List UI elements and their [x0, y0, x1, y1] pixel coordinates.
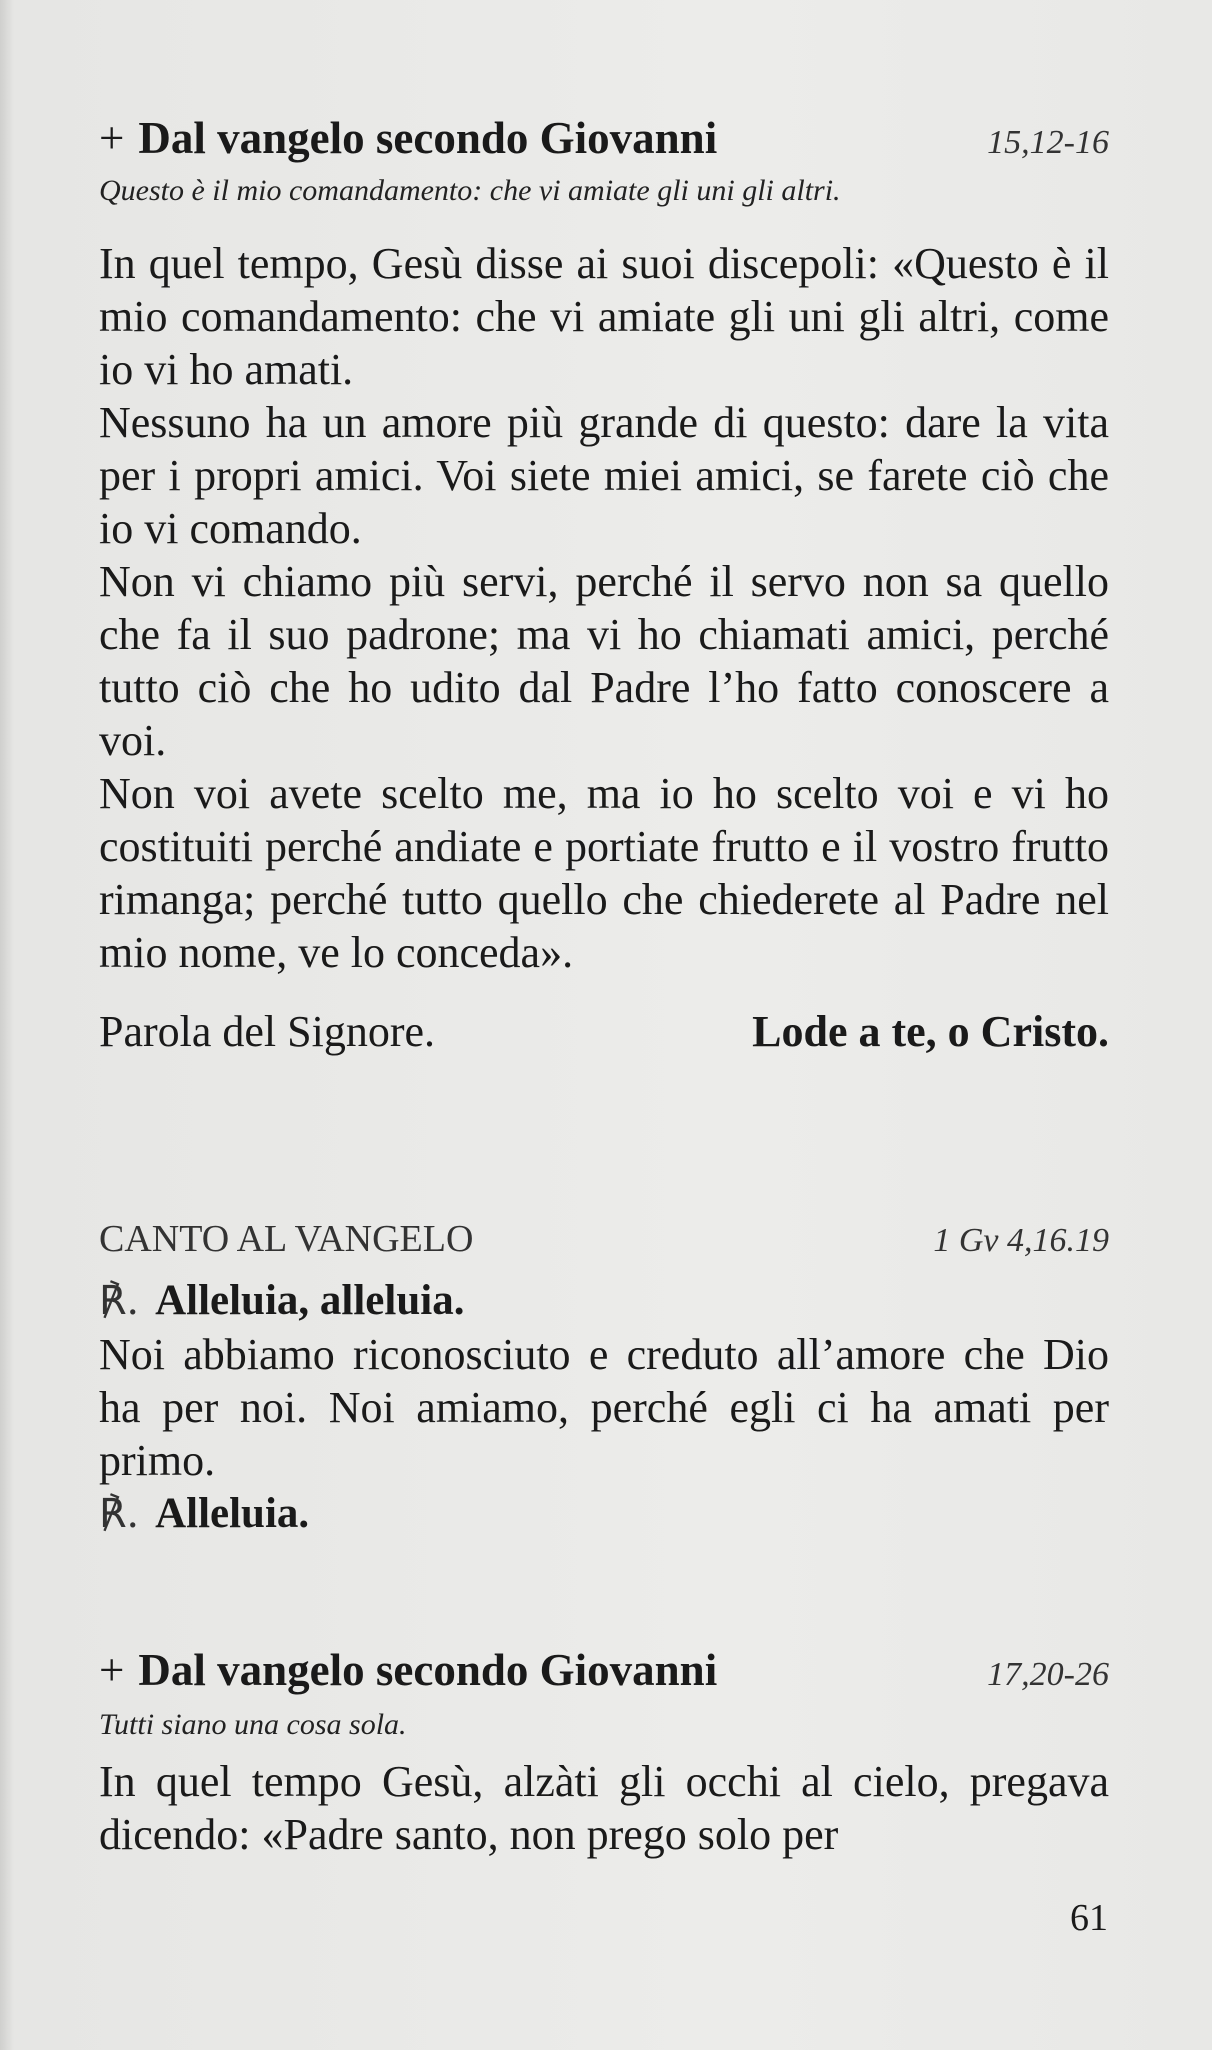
cross-icon: + — [99, 1645, 125, 1695]
canto-response-1 — [99, 1274, 1109, 1328]
reading-2-header — [99, 1644, 1109, 1701]
reading-1-paragraph-1: In quel tempo, Gesù disse ai suoi discepoli: «Questo è il mio comandamento: che vi amiate gli uni gli altri, come io vi ho amati. — [99, 239, 1109, 394]
gospel-acclamation — [99, 1214, 1109, 1541]
canto-header — [99, 1214, 1109, 1266]
response-symbol-icon: ℟. — [99, 1491, 140, 1537]
canto-response-2-text: Alleluia. — [155, 1490, 310, 1537]
reading-1-paragraph-2: Nessuno ha un amore più grande di questo: dare la vita per i propri amici. Voi siete miei amici, se farete ciò che io vi comando. — [99, 398, 1109, 553]
reading-1-reference: 15,12-16 — [987, 124, 1109, 161]
reading-1-paragraph-4: Non voi avete scelto me, ma io ho scelto voi e vi ho costituiti perché andiate e portiate frutto e il vostro frutto rimanga; perché tutto quello che chiederete al Padre nel mio nome, ve lo conceda». — [99, 769, 1109, 977]
canto-response-1-text: Alleluia, alleluia. — [155, 1277, 465, 1324]
reading-2-subtitle: Tutti siano una cosa sola. — [99, 1708, 407, 1741]
reading-1-closing — [99, 1005, 1109, 1058]
canto-reference: 1 Gv 4,16.19 — [933, 1222, 1109, 1259]
reading-2 — [99, 1644, 1109, 1861]
reading-1-title-group — [99, 112, 717, 164]
canto-response-2 — [99, 1487, 1109, 1541]
closing-acclamation: Parola del Signore. — [99, 1007, 436, 1056]
reading-2-text: In quel tempo Gesù, alzàti gli occhi al cielo, pregava dicendo: «Padre santo, non prego solo per — [99, 1757, 1109, 1859]
canto-heading: CANTO AL VANGELO — [99, 1218, 474, 1260]
page-number: 61 — [1070, 1897, 1108, 1939]
response-symbol-icon: ℟. — [99, 1278, 140, 1324]
reading-1-title: Dal vangelo secondo Giovanni — [138, 113, 718, 163]
closing-response: Lode a te, o Cristo. — [752, 1007, 1109, 1056]
reading-2-title-group — [99, 1644, 717, 1696]
canto-text: Noi abbiamo riconosciuto e creduto all’amore che Dio ha per noi. Noi amiamo, perché egli ci ha amati per primo. — [99, 1330, 1109, 1485]
reading-2-reference: 17,20-26 — [987, 1656, 1109, 1693]
reading-1 — [99, 112, 1109, 1058]
reading-1-subtitle: Questo è il mio comandamento: che vi amiate gli uni gli altri. — [99, 174, 841, 207]
reading-1-paragraph-3: Non vi chiamo più servi, perché il servo non sa quello che fa il suo padrone; ma vi ho chiamati amici, perché tutto ciò che ho udito dal Padre l’ho fatto conoscere a voi. — [99, 557, 1109, 765]
reading-1-body — [99, 237, 1109, 979]
reading-1-header — [99, 112, 1109, 169]
cross-icon: + — [99, 113, 125, 163]
reading-2-title: Dal vangelo secondo Giovanni — [138, 1645, 718, 1695]
